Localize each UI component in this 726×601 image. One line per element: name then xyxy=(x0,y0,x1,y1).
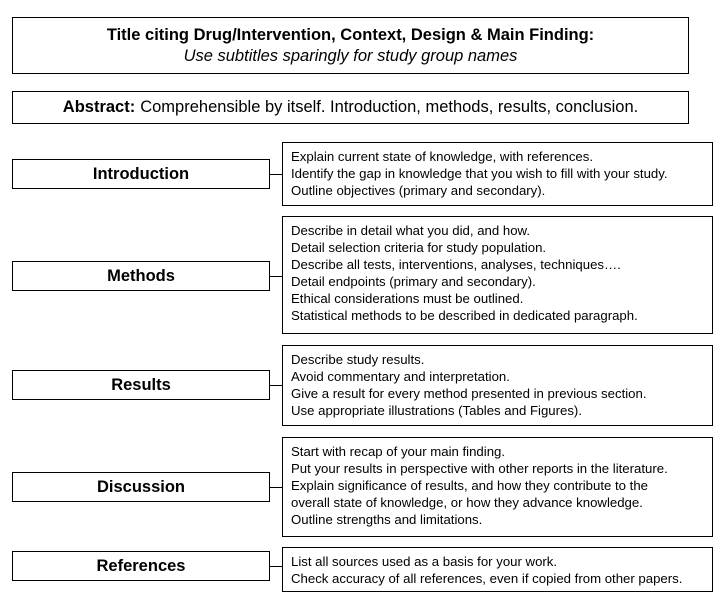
title-box xyxy=(12,17,689,74)
desc-line: Describe in detail what you did, and how. xyxy=(291,223,530,238)
desc-line: Start with recap of your main finding. xyxy=(291,444,506,459)
section-label: Discussion xyxy=(96,477,186,496)
section-label: Methods xyxy=(107,266,175,285)
desc-line: Describe all tests, interventions, analyses, techniques…. xyxy=(291,257,621,272)
connector-methods xyxy=(270,276,282,277)
desc-line: List all sources used as a basis for your work. xyxy=(291,554,558,569)
desc-line: Identify the gap in knowledge that you wish to fill with your study. xyxy=(291,166,668,181)
desc-box-references xyxy=(282,547,713,592)
desc-line: Put your results in perspective with other reports in the literature. xyxy=(291,461,668,476)
title-subtitle-text: Use subtitles sparingly for study group names xyxy=(183,46,518,65)
desc-box-discussion xyxy=(282,437,713,537)
desc-box-results xyxy=(282,345,713,426)
desc-line: Detail endpoints (primary and secondary). xyxy=(291,274,536,289)
desc-line: Outline strengths and limitations. xyxy=(291,512,483,527)
section-label: Results xyxy=(111,375,171,394)
desc-line: Explain significance of results, and how they contribute to the xyxy=(291,478,649,493)
section-box-introduction xyxy=(12,159,270,189)
section-box-methods xyxy=(12,261,270,291)
desc-line: overall state of knowledge, or how they advance knowledge. xyxy=(291,495,643,510)
desc-line: Avoid commentary and interpretation. xyxy=(291,369,510,384)
desc-box-methods xyxy=(282,216,713,334)
section-box-references xyxy=(12,551,270,581)
section-box-discussion xyxy=(12,472,270,502)
connector-introduction xyxy=(270,174,282,175)
section-box-results xyxy=(12,370,270,400)
desc-line: Outline objectives (primary and secondary). xyxy=(291,183,546,198)
abstract-text: Comprehensible by itself. Introduction, methods, results, conclusion. xyxy=(140,98,639,116)
abstract-box xyxy=(12,91,689,124)
connector-references xyxy=(270,566,282,567)
title-main-text: Title citing Drug/Intervention, Context, Design & Main Finding: xyxy=(106,25,595,44)
desc-line: Describe study results. xyxy=(291,352,425,367)
desc-line: Use appropriate illustrations (Tables and Figures). xyxy=(291,403,582,418)
section-label: References xyxy=(96,556,186,575)
desc-line: Statistical methods to be described in dedicated paragraph. xyxy=(291,308,638,323)
section-label: Introduction xyxy=(92,164,190,183)
desc-box-introduction xyxy=(282,142,713,206)
desc-line: Ethical considerations must be outlined. xyxy=(291,291,524,306)
desc-line: Detail selection criteria for study population. xyxy=(291,240,547,255)
connector-results xyxy=(270,385,282,386)
connector-discussion xyxy=(270,487,282,488)
desc-line: Check accuracy of all references, even if copied from other papers. xyxy=(291,571,683,586)
desc-line: Explain current state of knowledge, with references. xyxy=(291,149,594,164)
abstract-label: Abstract: xyxy=(62,98,136,116)
desc-line: Give a result for every method presented in previous section. xyxy=(291,386,647,401)
